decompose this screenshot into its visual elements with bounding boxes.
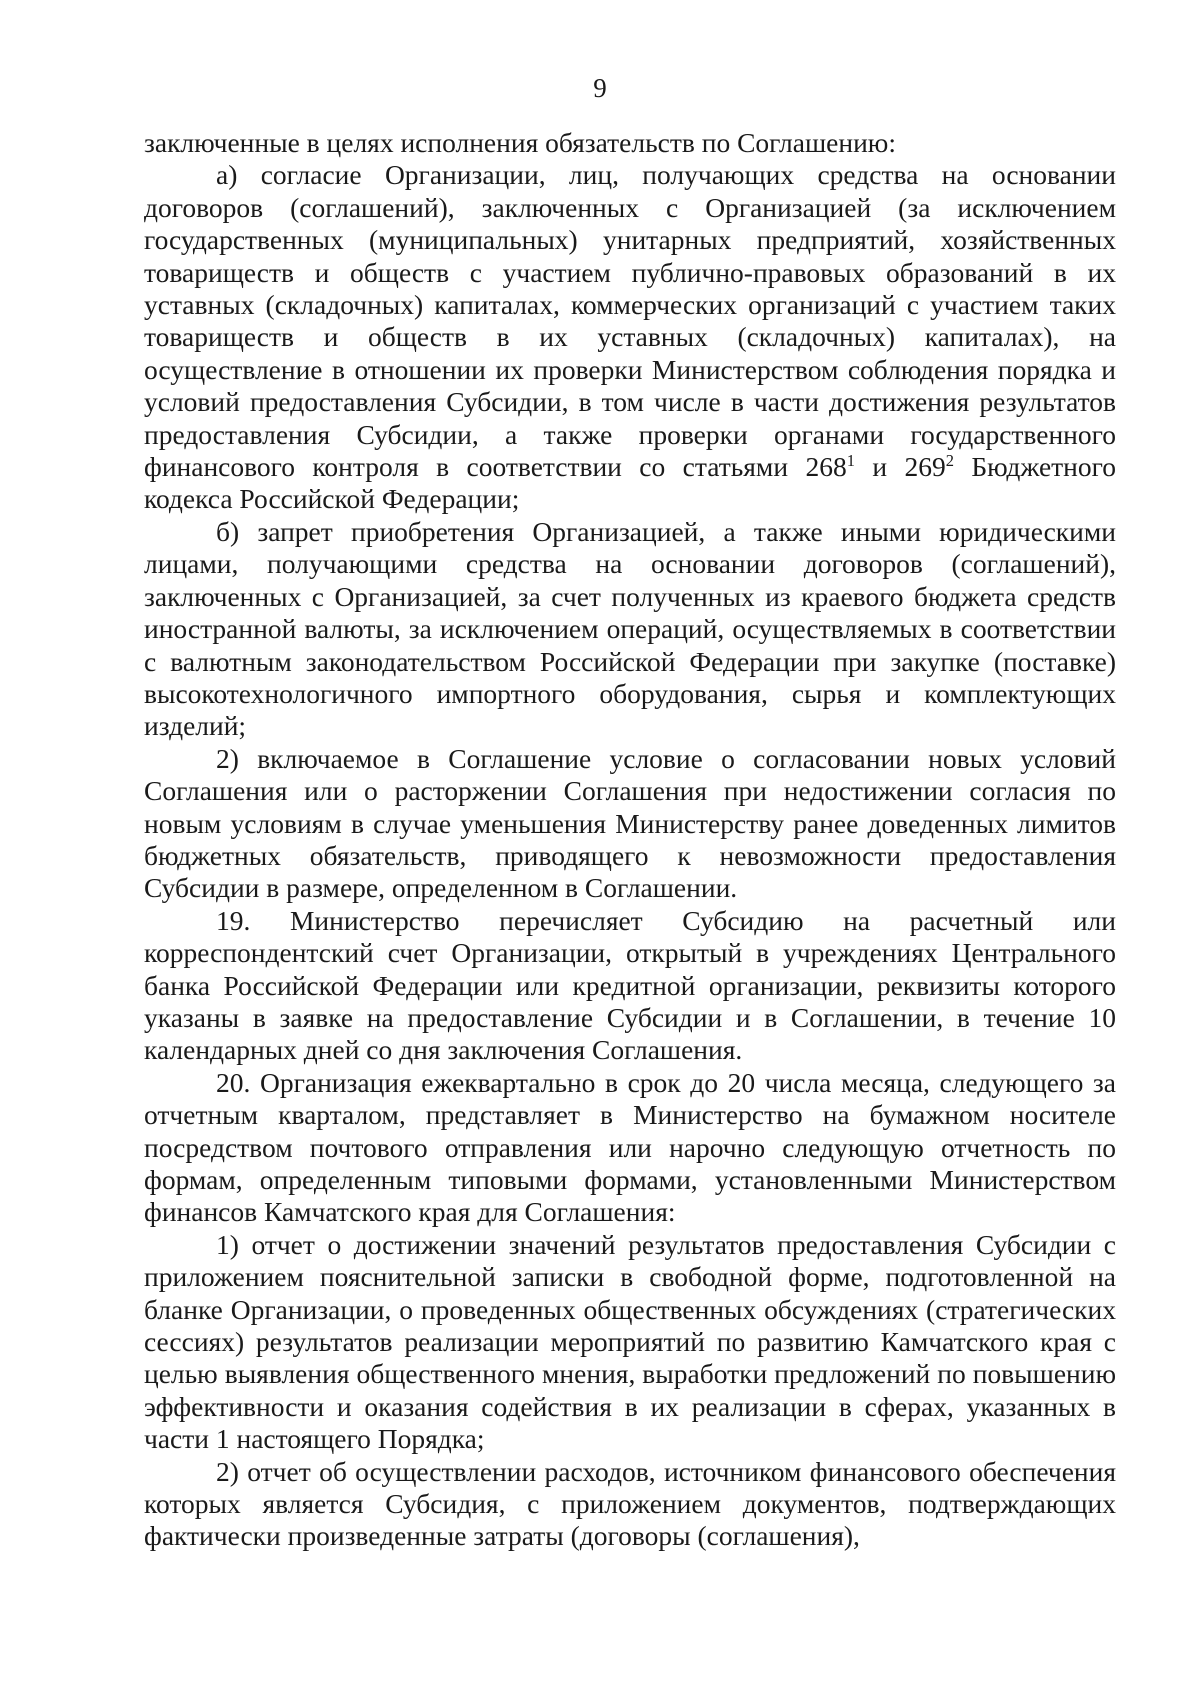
superscript-1: 1 [846, 450, 855, 470]
paragraph-intro: заключенные в целях исполнения обязательств по Соглашению: [144, 127, 896, 158]
paragraph-20-reporting: 20. Организация ежеквартально в срок до 20 числа месяца, следующего за отчетным кварталом, представляет в Министерство на бумажном носителе посредством почтового отправления или нарочно следующую отчетность по формам, определенным типовыми формами, установленными Министерством финансов Камчатского края для Соглашения: [144, 1066, 1116, 1228]
paragraph-a-consent: а) согласие Организации, лиц, получающих средства на основании договоров (соглашений), заключенных с Организацией (за исключением государственных (муниципальных) унитарных предприятий, хозяйственных товариществ и обществ с участием публично-правовых образований в их уставных (складочных) капиталах, коммерческих организаций с участием таких товариществ и обществ в их уставных (складочных) капиталах), на осуществление в отношении их проверки Министерством соблюдения порядка и условий предоставления Субсидии, в том числе в части достижения результатов предоставления Субсидии, а также проверки органами государственного финансового контроля в соответствии со статьями $268^1$ и $269^2$ Бюджетного кодекса Российской Федерации; [144, 159, 1116, 515]
paragraph-1-report-results: 1) отчет о достижении значений результатов предоставления Субсидии с приложением пояснительной записки в свободной форме, подготовленной на бланке Организации, о проведенных общественных обсуждениях (стратегических сессиях) результатов реализации мероприятий по развитию Камчатского края с целью выявления общественного мнения, выработки предложений по повышению эффективности и оказания содействия в их реализации в сферах, указанных в части 1 настоящего Порядка; [144, 1228, 1116, 1455]
superscript-2: 2 [945, 450, 954, 470]
page-number: 9 [593, 73, 607, 103]
paragraph-b-prohibition: б) запрет приобретения Организацией, а также иными юридическими лицами, получающими средства на основании договоров (соглашений), заключенных с Организацией, за счет полученных из краевого бюджета средств иностранной валюты, за исключением операций, осуществляемых в соответствии с валютным законодательством Российской Федерации при закупке (поставке) высокотехнологичного импортного оборудования, сырья и комплектующих изделий; [144, 515, 1116, 742]
paragraph-19-transfer: 19. Министерство перечисляет Субсидию на расчетный или корреспондентский счет Организации, открытый в учреждениях Центрального банка Российской Федерации или кредитной организации, реквизиты которого указаны в заявке на предоставление Субсидии и в Соглашении, в течение 10 календарных дней со дня заключения Соглашения. [144, 904, 1116, 1066]
document-body [144, 127, 1116, 1553]
paragraph-2-condition: 2) включаемое в Соглашение условие о согласовании новых условий Соглашения или о расторжении Соглашения при недостижении согласия по новым условиям в случае уменьшения Министерству ранее доведенных лимитов бюджетных обязательств, приводящего к невозможности предоставления Субсидии в размере, определенном в Соглашении. [144, 742, 1116, 904]
paragraph-2-report-expenses: 2) отчет об осуществлении расходов, источником финансового обеспечения которых является Субсидия, с приложением документов, подтверждающих фактически произведенные затраты (договоры (соглашения), [144, 1455, 1116, 1552]
